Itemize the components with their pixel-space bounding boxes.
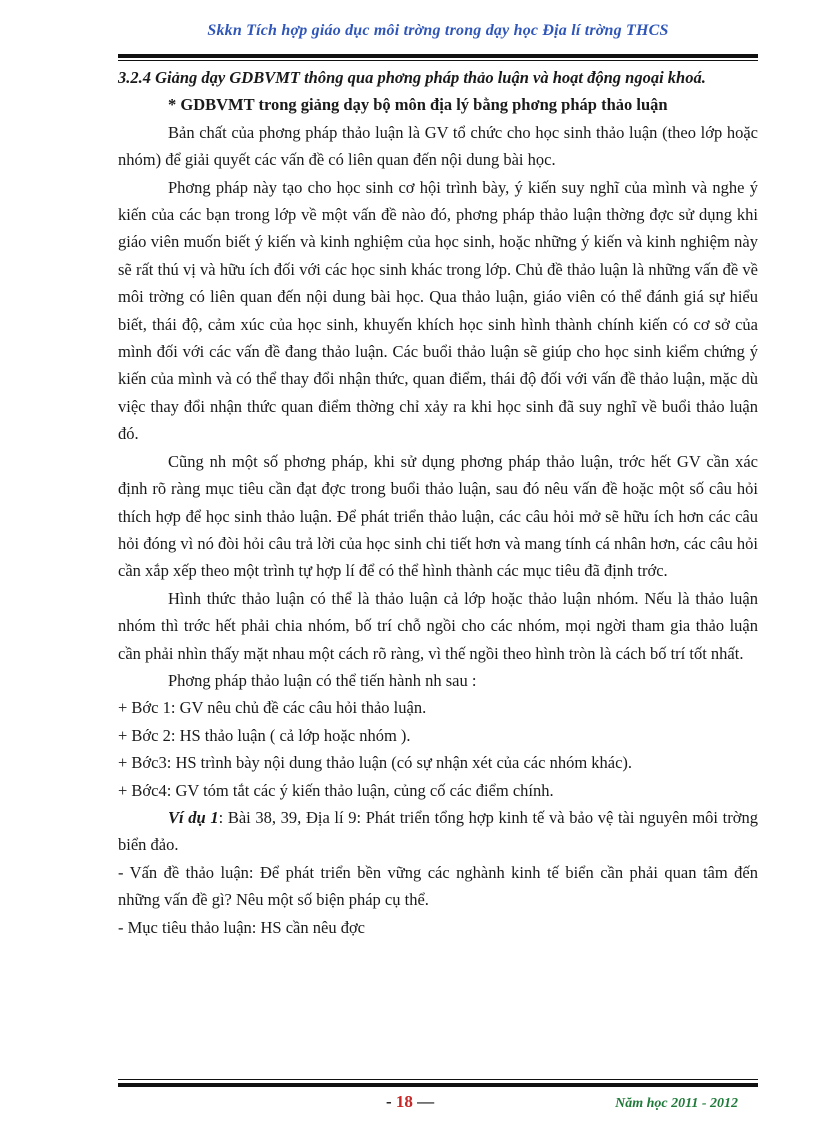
step-item: + Bớc4: GV tóm tắt các ý kiến thảo luận, củng cố các điểm chính. bbox=[118, 780, 554, 800]
example-text: : Bài 38, 39, Địa lí 9: Phát triển tổng hợp kinh tế và bảo vệ tài nguyên môi trờng biển đảo. bbox=[118, 807, 758, 855]
paragraph: Hình thức thảo luận có thể là thảo luận cả lớp hoặc thảo luận nhóm. Nếu là thảo luận nhóm thì trớc hết phải chia nhóm, bố trí chỗ ngồi cho các nhóm, mọi ngời tham gia thảo luận cần phải nhìn thấy mặt nhau một cách rõ ràng, vì thế ngồi theo hình tròn là cách bố trí tốt nhất. bbox=[118, 588, 758, 663]
paragraph: Cũng nh một số phơng pháp, khi sử dụng phơng pháp thảo luận, trớc hết GV cần xác định rõ ràng mục tiêu cần đạt đợc trong buổi thảo luận, sau đó nêu vấn đề hoặc một số câu hỏi thích hợp để học sinh thảo luận. Để phát triển thảo luận, các câu hỏi mở sẽ hữu ích hơn các câu hỏi đóng vì nó đòi hỏi câu trả lời của học sinh chi tiết hơn và mang tính cá nhân hơn, các câu hỏi cần xắp xếp theo một trình tự hợp lí để có thể hình thành các mục tiêu đã định trớc. bbox=[118, 451, 758, 581]
bullet-item: - Mục tiêu thảo luận: HS cần nêu đợc bbox=[118, 917, 365, 937]
school-year: Năm học 2011 - 2012 bbox=[615, 1096, 738, 1111]
step-item: + Bớc 2: HS thảo luận ( cả lớp hoặc nhóm ). bbox=[118, 725, 411, 745]
page-prefix: - bbox=[386, 1092, 396, 1111]
footer-rule-thin bbox=[118, 1079, 758, 1080]
bullet-item: - Vấn đề thảo luận: Để phát triển bền vững các nghành kinh tế biển cần phải quan tâm đến những vấn đề gì? Nêu một số biện pháp cụ thể. bbox=[118, 862, 758, 910]
step-item: + Bớc 1: GV nêu chủ đề các câu hỏi thảo luận. bbox=[118, 698, 427, 718]
header-rule-thick bbox=[118, 54, 758, 58]
paragraph: Phơng pháp thảo luận có thể tiến hành nh sau : bbox=[168, 670, 477, 690]
section-heading: 3.2.4 Giảng dạy GDBVMT thông qua phơng pháp thảo luận và hoạt động ngoại khoá. bbox=[118, 68, 706, 87]
example-label: Ví dụ 1 bbox=[168, 807, 219, 827]
page-number-value: 18 bbox=[395, 1092, 413, 1111]
paragraph: Bản chất của phơng pháp thảo luận là GV tổ chức cho học sinh thảo luận (theo lớp hoặc nhóm) để giải quyết các vấn đề có liên quan đến nội dung bài học. bbox=[118, 122, 758, 170]
header-rule-thin bbox=[118, 60, 758, 61]
page-number bbox=[386, 1092, 434, 1112]
footer-rule-thick bbox=[118, 1083, 758, 1087]
running-header: Skkn Tích hợp giáo dục môi trờng trong dạy học Địa lí trờng THCS bbox=[207, 22, 669, 39]
page-footer bbox=[118, 1092, 758, 1116]
example-paragraph bbox=[118, 804, 758, 859]
paragraph: Phơng pháp này tạo cho học sinh cơ hội trình bày, ý kiến suy nghĩ của mình và nghe ý kiến của các bạn trong lớp về một vấn đề nào đó, phơng pháp thảo luận thờng đợc sử dụng khi giáo viên muốn biết ý kiến và kinh nghiệm của học sinh, hoặc những ý kiến và kinh nghiệm này sẽ rất thú vị và hữu ích đối với các học sinh khác trong lớp. Chủ đề thảo luận là những vấn đề về môi trờng có liên quan đến nội dung bài học. Qua thảo luận, giáo viên có thể đánh giá sự hiểu biết, thái độ, cảm xúc của học sinh, khuyến khích học sinh hình thành chính kiến có cơ sở của mình đối với các vấn đề đang thảo luận. Các buổi thảo luận sẽ giúp cho học sinh kiểm chứng ý kiến của mình và có thể thay đổi nhận thức, quan điểm, thái độ đối với vấn đề thảo luận, mặc dù việc thay đổi nhận thức quan điểm thờng chỉ xảy ra khi học sinh đã suy nghĩ về buổi thảo luận đó. bbox=[118, 177, 758, 444]
page-suffix: — bbox=[412, 1092, 435, 1111]
page-body bbox=[118, 64, 758, 941]
step-item: + Bớc3: HS trình bày nội dung thảo luận (có sự nhận xét của các nhóm khác). bbox=[118, 753, 633, 773]
section-subheading: * GDBVMT trong giảng dạy bộ môn địa lý bằng phơng pháp thảo luận bbox=[168, 95, 668, 115]
